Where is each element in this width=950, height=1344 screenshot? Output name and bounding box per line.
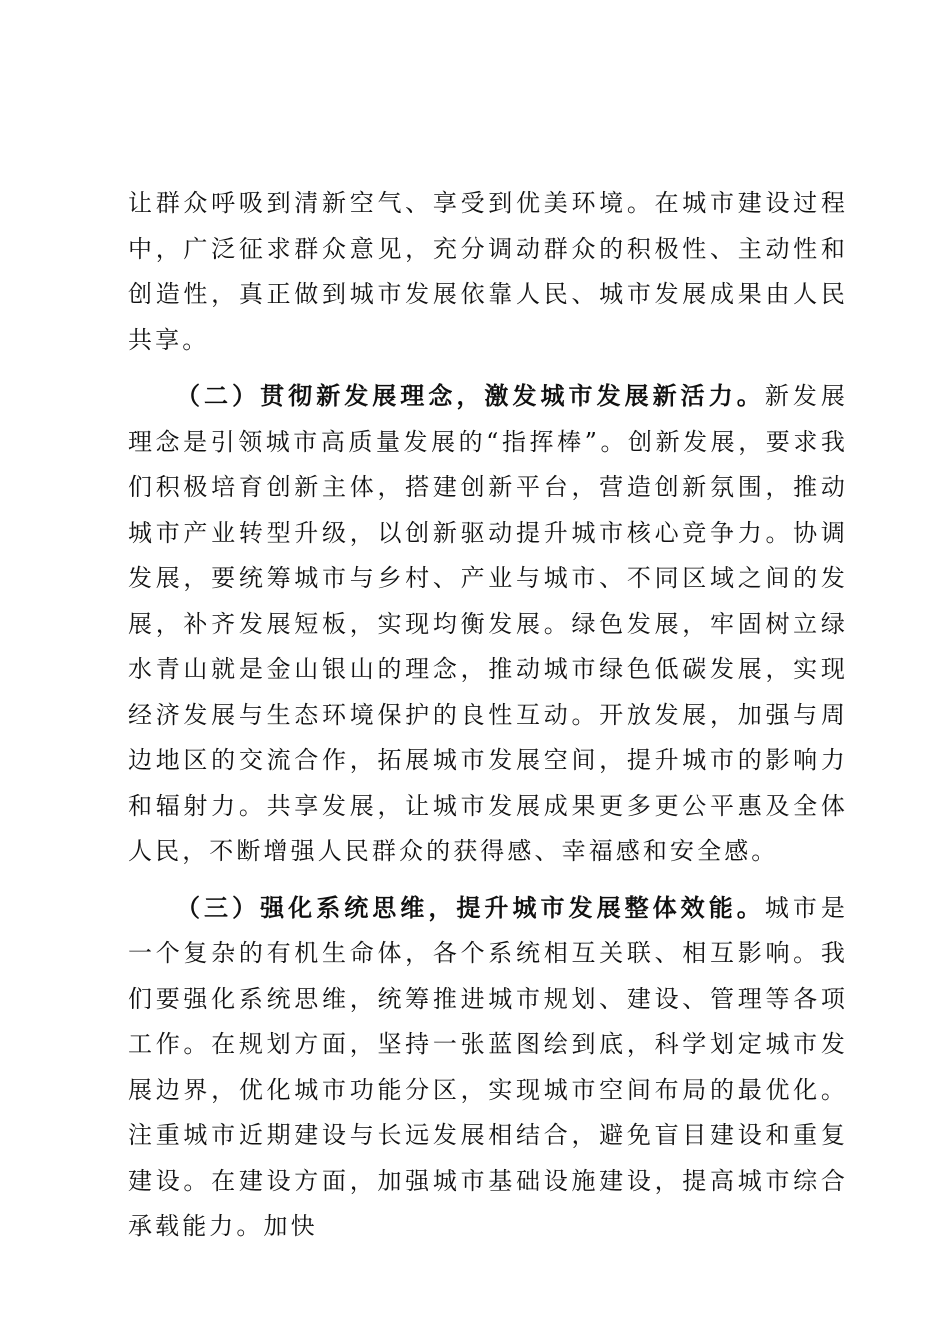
paragraph-text: 城市是一个复杂的有机生命体，各个系统相互关联、相互影响。我们要强化系统思维，统筹推进城市规划、建设、管理等各项工作。在规划方面，坚持一张蓝图绘到底，科学划定城市发展边界，优化城市功能分区，实现城市空间布局的最优化。注重城市近期建设与长远发展相结合，避免盲目建设和重复建设。在建设方面，加强城市基础设施建设，提高城市综合承载能力。加快 (128, 893, 848, 1240)
paragraph-section-3 (128, 886, 848, 1250)
paragraph-continuation (128, 181, 848, 363)
paragraph-text: 让群众呼吸到清新空气、享受到优美环境。在城市建设过程中，广泛征求群众意见，充分调动群众的积极性、主动性和创造性，真正做到城市发展依靠人民、城市发展成果由人民共享。 (128, 189, 848, 354)
section-heading: （三）强化系统思维，提升城市发展整体效能。 (176, 893, 765, 922)
document-page (128, 181, 848, 1261)
section-heading: （二）贯彻新发展理念，激发城市发展新活力。 (176, 382, 765, 410)
paragraph-section-2 (128, 374, 848, 875)
paragraph-text: 新发展理念是引领城市高质量发展的“指挥棒”。创新发展，要求我们积极培育创新主体，搭建创新平台，营造创新氛围，推动城市产业转型升级，以创新驱动提升城市核心竞争力。协调发展，要统筹城市与乡村、产业与城市、不同区域之间的发展，补齐发展短板，实现均衡发展。绿色发展，牢固树立绿水青山就是金山银山的理念，推动城市绿色低碳发展，实现经济发展与生态环境保护的良性互动。开放发展，加强与周边地区的交流合作，拓展城市发展空间，提升城市的影响力和辐射力。共享发展，让城市发展成果更多更公平惠及全体人民，不断增强人民群众的获得感、幸福感和安全感。 (128, 382, 848, 865)
